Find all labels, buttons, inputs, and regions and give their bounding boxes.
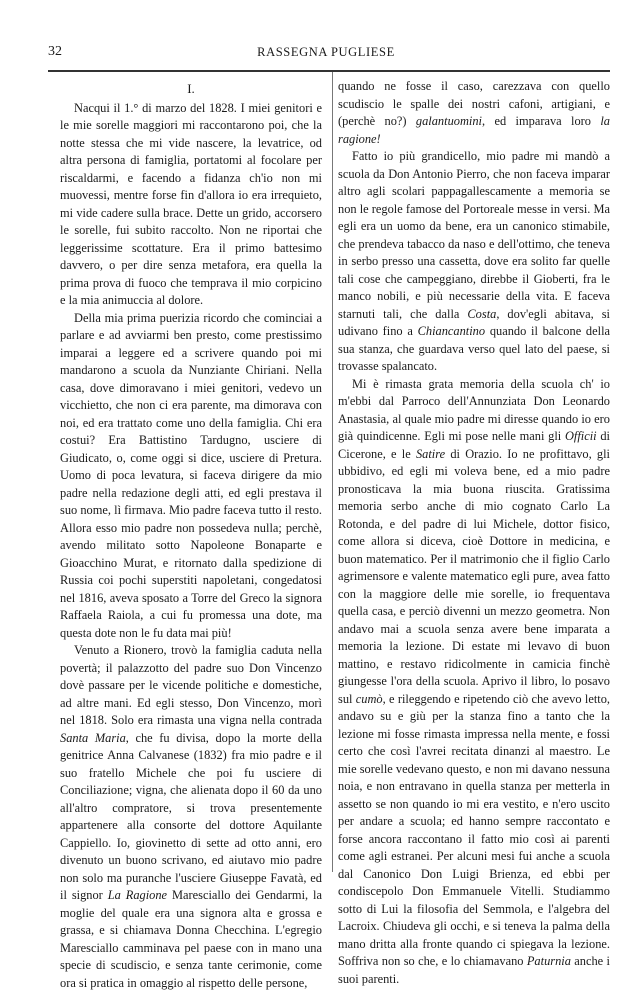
text-run: Venuto a Rionero, trovò la famiglia caduta nella povertà; il palazzotto del padre suo Don Vincenzo dovè passare per le vicende politiche e domestiche, ad altre mani. Ed egli stesso, Don Vincenzo, morì nel 1818. Solo era rimasta una vigna nella contrada: [60, 643, 322, 727]
right-column: [338, 78, 610, 988]
left-column: [60, 78, 322, 992]
paragraph-rionero: [60, 642, 322, 992]
section-heading: I.: [187, 81, 195, 96]
italic-place-name: Costa: [467, 306, 497, 321]
italic-place-name: Santa Maria: [60, 730, 126, 745]
text-run: , ed imparava loro: [482, 114, 601, 128]
paragraph-continuation: [338, 78, 610, 148]
italic-title: Satire: [415, 446, 446, 461]
text-run: Mi è rimasta grata memoria della scuola ch' io m'ebbi dal Parroco dell'Annunziata Don Leonardo Anastasia, al quale mio padre mi diresse quando io ero già quindicenne. Egli mi pose nelle mani gli: [338, 376, 610, 443]
paragraph-school-pierro: [338, 148, 610, 376]
text-run: , dov'egli abitava, si udivano fino a: [338, 306, 610, 338]
italic-surname: La Ragione: [107, 888, 168, 902]
italic-title: Officii: [564, 429, 597, 443]
text-run: Maresciallo dei Gendarmi, la moglie del quale era una signora alta e grossa e grassa, e si chiamava Donna Checchina. L'egregio Maresciallo camminava pel paese con in mano una specie di scudiscio, e senza tante cerimonie, come ora si pratica in omaggio al rispetto delle persone,: [60, 888, 322, 990]
text-run: quando il balcone della sua stanza, che guardava verso quel lato del paese, si trovasse spalancato.: [338, 324, 611, 373]
italic-word: cumò: [355, 691, 383, 706]
page-header: [48, 44, 604, 64]
column-divider: [332, 72, 333, 872]
running-title: RASSEGNA PUGLIESE: [257, 45, 395, 59]
text-run: , che fu divisa, dopo la morte della genitrice Anna Calvanese (1832) fra mio padre e il suo fratello Michele che poi fu usciere di Conciliazione; vigna, che alienata dopo il 60 da uno all'altro compratore, si trova presentemente appartenere alla consorte del dottore Aquilante Cappiello. Io, giovinetto di sette ad otto anni, ero divenuto un buono scrivano, ed aiutavo mio padre non solo ma puranche l'usciere Giuseppe Favatà, ed il signor: [60, 730, 322, 902]
page-number: 32: [48, 44, 62, 59]
text-run: di Orazio. Io ne profittavo, gli ubbidivo, ed egli mi voleva bene, ed a mio padre pronosticava la mia buona riuscita. Gratissima memoria serbo anche di mio cognato Carlo La Rotonda, e del padre di lui Michele, dottor fisico, come allora si diceva, cioè Dottore in medicina, e buon matematico. Per il matrimonio che il figlio Carlo agrimensore e valente matematico egli pure, avea fatto con la maggiore delle mie sorelle, io frequentava quella casa, e perciò divenni un mezzo geometra. Non andavo mai a scuola senza avere bene imparata a memoria la lezione. Di estate mi levavo di buon mattino, e restavo ridicolmente in camicia finchè giungesse l'ora della scuola. Aprivo il libro, lo posavo sul: [338, 446, 610, 706]
italic-word: galantuomini: [415, 114, 482, 128]
italic-place-name: Chiancantino: [417, 324, 486, 338]
italic-word: la ragione!: [338, 114, 610, 146]
paragraph-school-anastasia: [338, 376, 610, 989]
italic-nickname: Paturnia: [526, 954, 571, 968]
paragraph-birth: Nacqui il 1.° di marzo del 1828. I miei genitori e le mie sorelle maggiori mi raccontarono poi, che la notte stessa che mi vide nascere, la levatrice, od altra persona di famiglia, portatomi al focolare per riscaldarmi, e facendo a fidanza ch'io non mi muovessi, mentre forse fin d'allora io era irrequieto, mi vide cadere sulla brace. Dette un grido, accorsero le sorelle, fui subito raccolto. Non ne riportai che leggerissime scottature. Era il primo battesimo davvero, o per dire senza metafora, era quella la prima prova di fuoco che temprava il mio corpicino e la mia animuccia al dolore.: [60, 100, 322, 307]
header-rule: [48, 70, 610, 72]
text-run: anche i suoi parenti.: [338, 954, 610, 986]
text-run: di Cicerone, e le: [338, 429, 610, 461]
text-run: quando ne fosse il caso, carezzava con quello scudiscio le spalle dei nostri cafoni, artigiani, e (perchè no?): [338, 79, 610, 128]
text-run: Fatto io più grandicello, mio padre mi mandò a scuola da Don Antonio Pierro, che non faceva imparar altro agli scolari pappagallescamente a memoria se non le regole famose del Portoreale messe in versi. Ma egli era un uomo da bene, era un canonico stimabile, che prendeva tabacco da naso e dell'ottimo, che teneva in serbo presso una cassetta, dove era solito far quelle tali cose che campeggiano, direbbe il Gioberti, fra le manco nobili, e più necessarie della vita. E faceva starnuti tali, che dalla: [338, 149, 610, 321]
paragraph-childhood: Della mia prima puerizia ricordo che cominciai a parlare e ad avviarmi ben presto, come prestissimo imparai a leggere ed a scrivere quando poi mi mandarono a scuola da Nunziante Chiriani. Nella casa, dove dimoravano i miei genitori, vedevo un vicchietto, che non ci era parente, ma dimorava con noi, ed era trattato come uno della famiglia. Chi era costui? Era Battistino Tardugno, usciere di Giudicato, o, come oggi si dice, usciere di Pretura. Uomo di poca levatura, si faceva dirigere da mio padre nella redazione degli atti, ed egli prestava il suo nome, lì firmava. Mio padre faceva tutto il resto. Allora esso mio padre non possedeva nulla; perchè, avendo militato sotto Napoleone Bonaparte e Gioacchino Murat, e ritornato dalla spedizione di Russia coi pochi superstiti napoletani, congedatosi nel 1816, aveva sposato a Torre del Greco la signora Raffaela Raiola, a cui fu promessa una dote, ma questa dote non le fu data mai più!: [60, 310, 322, 640]
text-run: , e rileggendo e ripetendo ciò che avevo letto, andavo su e giù per la stanza fino a tanto che la lezione mi fosse rimasta impressa nella mente, e fossi certo che così l'avrei recitata dinanzi al maestro. Le mie sorelle vedevano questo, e non mi davano nessuna noia, e non entravano in quella stanza per metterla in assetto se non quando io mi era vestito, e n'ero uscito per andare a scuola; ed hanno sempre raccontato e forse ancora raccontano il fatto mio così ai parenti come agli estranei. Per alcuni mesi fui anche a scuola dal Canonico Don Luigi Brienza, ed ebbi per condiscepolo Don Emmanuele Vitelli. Studiammo sotto di Lui la filosofia del Semmola, e l'algebra del Lacroix. Chiudeva gli occhi, e si teneva la palma della mano dritta alla fronte quando ci spiegava la lezione. Soffriva non so che, e lo chiamavano: [338, 691, 610, 968]
